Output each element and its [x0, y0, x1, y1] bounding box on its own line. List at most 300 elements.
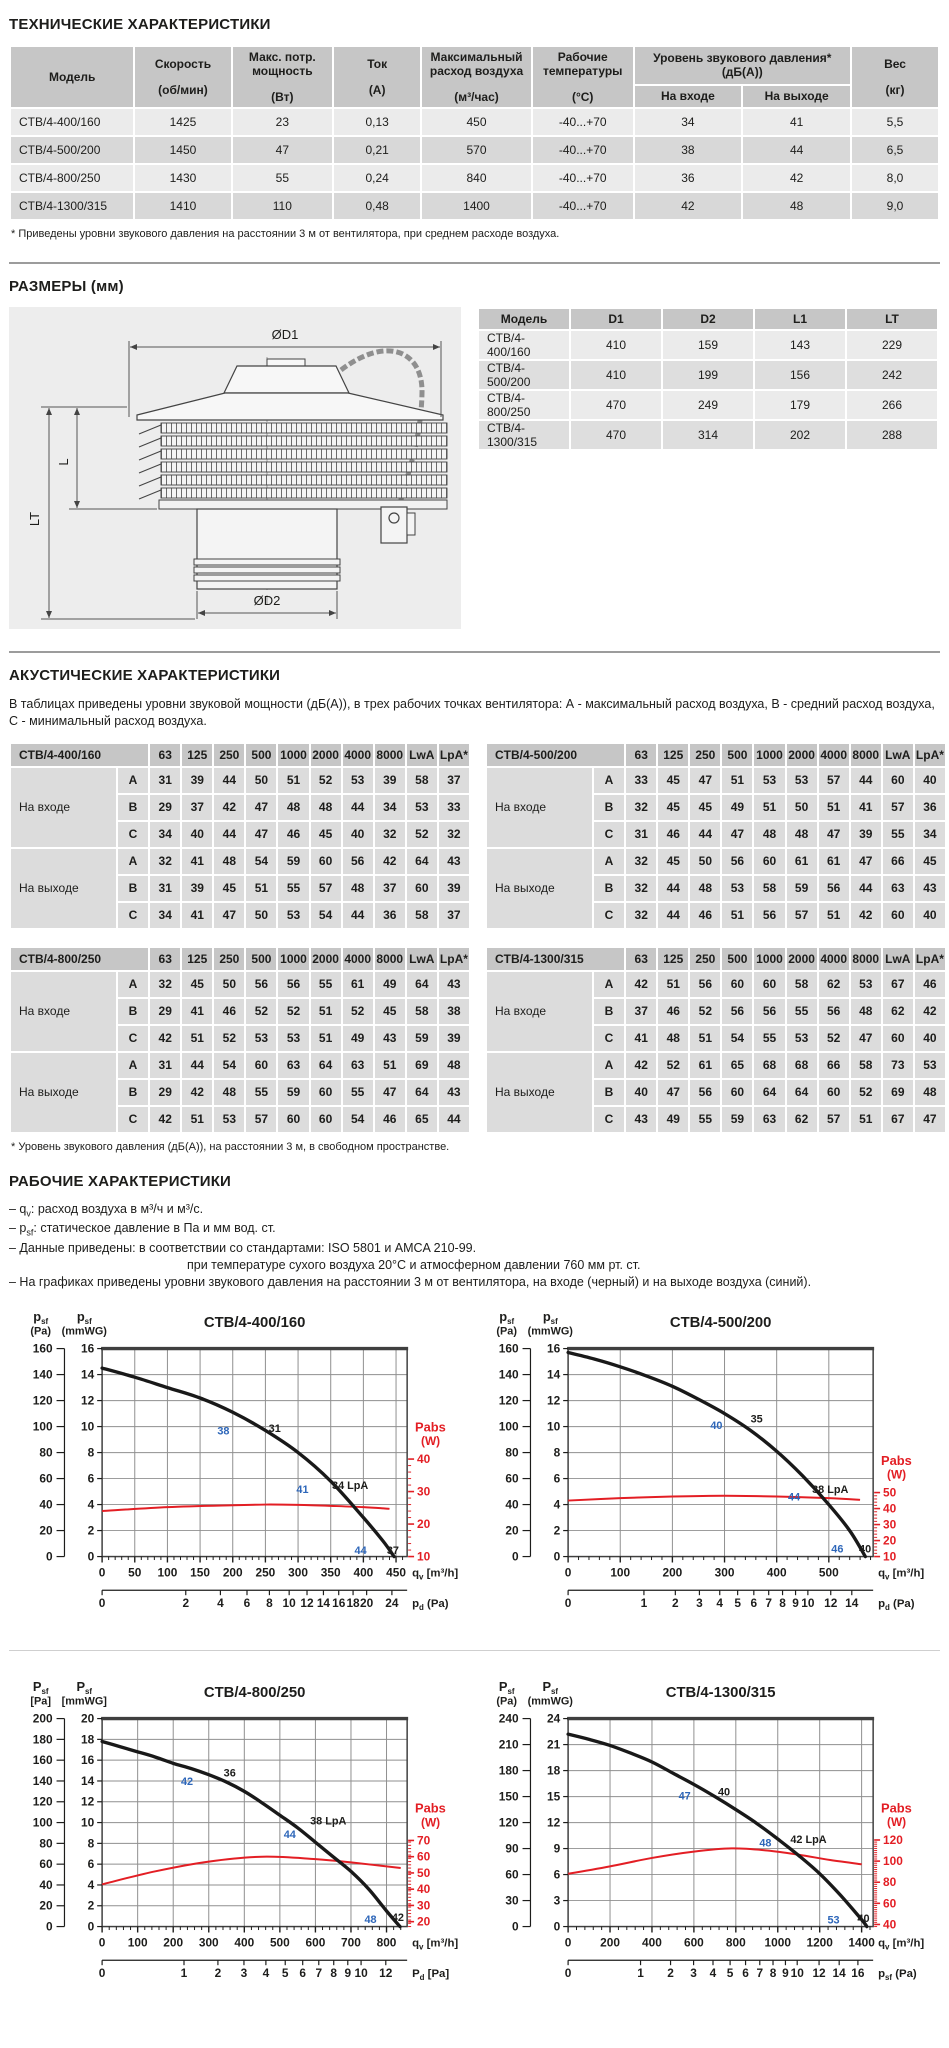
- acoustic-cell: 55: [246, 1080, 276, 1105]
- header-label: Модель: [48, 70, 96, 84]
- tech-cell: 41: [743, 109, 850, 135]
- annotation-46: 46: [830, 1543, 843, 1556]
- table-row: [11, 109, 938, 135]
- x2-tick-label: 20: [360, 1595, 374, 1610]
- point-cell: C: [594, 1107, 625, 1132]
- dimensions-row: [9, 307, 940, 629]
- mmwg-tick-label: 18: [546, 1763, 560, 1778]
- band-header: 250: [214, 744, 244, 766]
- band-header: 2000: [787, 744, 817, 766]
- annotation-42: 42: [181, 1775, 194, 1788]
- model-cell: CTB/4-500/200: [11, 137, 133, 163]
- acoustic-cell: 58: [787, 972, 817, 997]
- annotation-35: 35: [750, 1413, 763, 1426]
- x-axis-label: $q_v$ [m³/h]: [412, 1937, 459, 1951]
- x2-tick-label: 4: [217, 1595, 224, 1610]
- mmwg-tick-label: 6: [553, 1867, 560, 1882]
- dim-header: LT: [847, 309, 937, 329]
- acoustic-cell: 49: [658, 1107, 688, 1132]
- mmwg-axis-unit: [mmWG]: [61, 1695, 107, 1708]
- x-tick-label: 50: [128, 1565, 142, 1580]
- x2-tick-label: 5: [726, 1965, 733, 1980]
- tech-cell: 9,0: [852, 193, 938, 219]
- acoustic-cell: 44: [658, 876, 688, 901]
- acoustic-cell: 46: [214, 999, 244, 1024]
- pabs-tick-label: 120: [882, 1832, 903, 1847]
- acoustic-cell: 44: [214, 768, 244, 793]
- tech-cell: 8,0: [852, 165, 938, 191]
- x2-tick-label: 2: [182, 1595, 190, 1610]
- dim-cell: 288: [847, 421, 937, 449]
- acoustic-model-header: CTB/4-400/160: [11, 744, 148, 766]
- x2-axis-label: $p_d$ (Pa): [412, 1597, 449, 1612]
- annotation-48: 48: [758, 1837, 771, 1850]
- note-line: – $p_{sf}$: статическое давление в Па и мм вод. ст.: [9, 1221, 276, 1238]
- tech-cell: 1450: [135, 137, 230, 163]
- model-cell: CTB/4-1300/315: [479, 421, 569, 449]
- band-header: 250: [690, 744, 720, 766]
- x-tick-label: 100: [127, 1935, 148, 1950]
- acoustic-cell: 60: [278, 1107, 308, 1132]
- x2-tick-label: 12: [811, 1965, 826, 1980]
- acoustic-cell: 60: [722, 972, 752, 997]
- tech-cell: 450: [422, 109, 531, 135]
- acoustic-cell: 68: [754, 1053, 784, 1078]
- acoustic-cell: 56: [690, 1080, 720, 1105]
- acoustic-table-body: [11, 768, 469, 928]
- section-divider: [9, 262, 940, 264]
- tech-header-2: [233, 47, 333, 107]
- acoustic-cell: 39: [182, 768, 212, 793]
- acoustic-cell: 60: [722, 1080, 752, 1105]
- acoustic-cell: 41: [851, 795, 881, 820]
- header-label: Скорость: [154, 57, 212, 71]
- x2-tick-label: 1: [636, 1965, 644, 1980]
- acoustic-cell: 51: [246, 876, 276, 901]
- pabs-tick-label: 20: [882, 1533, 896, 1548]
- lt-label: LT: [27, 511, 42, 527]
- tech-cell: 1425: [135, 109, 230, 135]
- pa-tick-label: 80: [504, 1445, 519, 1460]
- x-tick-label: 800: [376, 1935, 397, 1950]
- pabs-axis-unit: (W): [421, 1815, 441, 1830]
- pa-tick-label: 200: [32, 1711, 53, 1726]
- louver-band: [161, 423, 447, 433]
- acoustic-cell: 53: [343, 768, 373, 793]
- acoustic-cell: 31: [150, 876, 180, 901]
- acoustic-cell: 48: [851, 999, 881, 1024]
- acoustic-cell: 62: [819, 972, 849, 997]
- acoustic-cell: 40: [182, 822, 212, 847]
- acoustic-cell: 34: [150, 822, 180, 847]
- mmwg-tick-label: 16: [546, 1341, 560, 1356]
- acoustic-cell: 44: [214, 822, 244, 847]
- x-tick-label: 100: [157, 1565, 178, 1580]
- x2-tick-label: 18: [346, 1595, 360, 1610]
- x-tick-label: 200: [163, 1935, 184, 1950]
- acoustic-cell: 60: [311, 849, 341, 874]
- band-header: 8000: [375, 744, 405, 766]
- tech-header-4: [422, 47, 531, 107]
- acoustic-cell: 53: [246, 1026, 276, 1051]
- table-row: [479, 331, 937, 359]
- tech-cell: 6,5: [852, 137, 938, 163]
- acoustic-cell: 53: [787, 768, 817, 793]
- model-cell: CTB/4-400/160: [11, 109, 133, 135]
- acoustic-cell: 32: [626, 795, 656, 820]
- x2-tick-label: 16: [332, 1595, 346, 1610]
- acoustic-cell: 48: [439, 1053, 469, 1078]
- pa-axis-unit: [Pa]: [30, 1695, 51, 1708]
- tech-header-weight: [852, 47, 938, 107]
- acoustic-cell: 50: [214, 972, 244, 997]
- acoustic-cell: 60: [407, 876, 437, 901]
- acoustic-cell: 46: [915, 972, 945, 997]
- x2-tick-label: 5: [733, 1595, 741, 1610]
- pa-tick-label: 0: [45, 1919, 53, 1934]
- x2-tick-label: 10: [790, 1965, 804, 1980]
- tech-cell: -40...+70: [533, 109, 633, 135]
- acoustic-cell: 60: [883, 768, 913, 793]
- acoustic-cell: 53: [754, 768, 784, 793]
- acoustic-cell: 41: [626, 1026, 656, 1051]
- acoustic-cell: 63: [883, 876, 913, 901]
- acoustic-cell: 56: [343, 849, 373, 874]
- louver-slat-edge: [139, 425, 161, 434]
- mmwg-tick-label: 12: [546, 1393, 560, 1408]
- x-tick-label: 700: [341, 1935, 361, 1950]
- pa-tick-label: 0: [45, 1549, 53, 1564]
- box-bracket: [407, 513, 415, 535]
- acoustic-table: [9, 742, 471, 930]
- acoustic-cell: 51: [754, 795, 784, 820]
- acoustic-table-head: [11, 744, 469, 766]
- acoustic-cell: 46: [690, 903, 720, 928]
- acoustics-section-title: АКУСТИЧЕСКИЕ ХАРАКТЕРИСТИКИ: [9, 667, 281, 684]
- band-header: LpA*: [915, 948, 945, 970]
- table-row: [11, 1053, 469, 1078]
- x-tick-label: 400: [766, 1565, 787, 1580]
- point-cell: C: [118, 822, 149, 847]
- acoustic-cell: 42: [626, 972, 656, 997]
- acoustic-cell: 34: [375, 795, 405, 820]
- acoustic-cell: 29: [150, 999, 180, 1024]
- acoustic-cell: 61: [787, 849, 817, 874]
- pa-axis-unit: (Pa): [495, 1695, 517, 1708]
- acoustic-cell: 56: [722, 999, 752, 1024]
- annotation-40: 40: [717, 1785, 730, 1798]
- acoustic-cell: 47: [214, 903, 244, 928]
- point-cell: C: [118, 903, 149, 928]
- x2-axis-label: $P_d$ [Pa]: [412, 1967, 450, 1982]
- chart-svg-CTB/4-500/200: [475, 1305, 941, 1624]
- note-line: – Данные приведены: в соответствии со стандартами: ISO 5801 и AMCA 210-99.: [9, 1240, 477, 1255]
- x2-tick-label: 3: [240, 1965, 248, 1980]
- mmwg-axis-title: $p_{sf}$: [76, 1308, 92, 1326]
- pabs-tick-label: 40: [882, 1917, 896, 1932]
- acoustic-cell: 51: [182, 1026, 212, 1051]
- row-group-label: На входе: [487, 972, 592, 1051]
- acoustic-cell: 55: [278, 876, 308, 901]
- header-unit: (А): [368, 83, 386, 97]
- mmwg-tick-label: 9: [553, 1841, 560, 1856]
- acoustic-cell: 52: [658, 1053, 688, 1078]
- pabs-tick-label: 50: [417, 1865, 431, 1880]
- annotation-31: 31: [268, 1422, 281, 1435]
- acoustic-cell: 31: [150, 768, 180, 793]
- mmwg-tick-label: 10: [80, 1419, 95, 1434]
- table-row: [11, 165, 938, 191]
- dim-cell: 410: [571, 331, 661, 359]
- pressure-curve: [568, 1352, 865, 1556]
- x2-tick-label: 14: [316, 1595, 331, 1610]
- x2-tick-label: 6: [741, 1965, 749, 1980]
- tech-cell: 110: [233, 193, 333, 219]
- band-header: 125: [658, 744, 688, 766]
- acoustic-cell: 40: [343, 822, 373, 847]
- x-tick-label: 200: [222, 1565, 243, 1580]
- pa-tick-label: 150: [498, 1789, 519, 1804]
- acoustic-cell: 69: [407, 1053, 437, 1078]
- point-cell: A: [594, 972, 625, 997]
- acoustic-cell: 53: [278, 903, 308, 928]
- dim-cell: 143: [755, 331, 845, 359]
- header-label: Уровень звукового давления*: [653, 51, 832, 66]
- header-unit: (Вт): [271, 90, 294, 104]
- louver-slat-edge: [139, 477, 161, 486]
- x-tick-label: 350: [320, 1565, 341, 1580]
- acoustic-table-head: [11, 948, 469, 970]
- dim-cell: 179: [755, 391, 845, 419]
- acoustic-cell: 67: [883, 972, 913, 997]
- acoustic-cell: 40: [915, 1026, 945, 1051]
- acoustic-cell: 56: [754, 903, 784, 928]
- acoustic-model-header: CTB/4-1300/315: [487, 948, 624, 970]
- pabs-tick-label: 50: [882, 1485, 896, 1500]
- table-row: [11, 972, 469, 997]
- band-header: 2000: [787, 948, 817, 970]
- point-cell: A: [118, 768, 149, 793]
- acoustic-cell: 48: [214, 849, 244, 874]
- mmwg-axis-unit: (mmWG): [61, 1325, 107, 1338]
- acoustic-cell: 52: [690, 999, 720, 1024]
- x2-tick-label: 14: [844, 1595, 858, 1610]
- pa-axis-title: $P_{sf}$: [32, 1678, 49, 1696]
- pa-tick-label: 120: [32, 1794, 53, 1809]
- header-label: Макс. потр. мощность: [248, 50, 316, 78]
- mmwg-tick-label: 10: [80, 1815, 95, 1830]
- acoustic-table-body: [11, 972, 469, 1132]
- pabs-tick-label: 70: [417, 1833, 431, 1848]
- row-group-label: На входе: [487, 768, 592, 847]
- acoustic-cell: 42: [150, 1107, 180, 1132]
- x-tick-label: 0: [564, 1565, 571, 1580]
- band-header: 1000: [754, 744, 784, 766]
- pa-tick-label: 120: [32, 1393, 53, 1408]
- acoustic-cell: 51: [722, 903, 752, 928]
- pa-tick-label: 210: [498, 1737, 519, 1752]
- acoustic-cell: 47: [690, 768, 720, 793]
- tech-cell: 1410: [135, 193, 230, 219]
- acoustic-cell: 39: [851, 822, 881, 847]
- acoustic-cell: 53: [214, 1107, 244, 1132]
- acoustic-cell: 47: [819, 822, 849, 847]
- acoustic-cell: 56: [690, 972, 720, 997]
- acoustic-cell: 48: [915, 1080, 945, 1105]
- acoustic-model-header: CTB/4-500/200: [487, 744, 624, 766]
- acoustic-cell: 60: [754, 972, 784, 997]
- acoustic-cell: 40: [626, 1080, 656, 1105]
- acoustic-cell: 44: [439, 1107, 469, 1132]
- mmwg-tick-label: 12: [546, 1815, 560, 1830]
- acoustic-cell: 47: [246, 822, 276, 847]
- acoustic-cell: 39: [182, 876, 212, 901]
- acoustic-cell: 48: [787, 822, 817, 847]
- acoustic-cell: 53: [915, 1053, 945, 1078]
- acoustic-cell: 53: [722, 876, 752, 901]
- tech-section-title: ТЕХНИЧЕСКИЕ ХАРАКТЕРИСТИКИ: [9, 16, 271, 33]
- annotation-42: 42: [391, 1911, 404, 1924]
- mmwg-tick-label: 8: [87, 1835, 95, 1850]
- pa-tick-label: 90: [504, 1841, 519, 1856]
- acoustic-cell: 37: [375, 876, 405, 901]
- dimensions-table: [477, 307, 939, 451]
- band-header: 500: [246, 744, 276, 766]
- acoustic-cell: 46: [658, 999, 688, 1024]
- tech-cell: 5,5: [852, 109, 938, 135]
- acoustic-cell: 37: [439, 768, 469, 793]
- acoustic-cell: 53: [278, 1026, 308, 1051]
- mmwg-tick-label: 2: [87, 1523, 95, 1538]
- acoustic-cell: 59: [407, 1026, 437, 1051]
- louver-slat-edge: [139, 490, 161, 499]
- band-header: LwA: [407, 744, 437, 766]
- acoustic-cell: 51: [658, 972, 688, 997]
- acoustic-cell: 48: [690, 876, 720, 901]
- dim-cell: 229: [847, 331, 937, 359]
- x-tick-label: 1200: [805, 1935, 833, 1950]
- louver-band: [161, 449, 447, 459]
- duct-rib: [194, 575, 340, 581]
- acoustic-cell: 43: [375, 1026, 405, 1051]
- annotation-38-LpA: 38 LpA: [310, 1815, 347, 1828]
- pa-tick-label: 20: [39, 1523, 53, 1538]
- acoustic-cell: 57: [311, 876, 341, 901]
- mmwg-tick-label: 4: [87, 1497, 95, 1512]
- x2-tick-label: 9: [781, 1965, 789, 1980]
- tech-cell: 1400: [422, 193, 531, 219]
- x2-tick-label: 1: [640, 1595, 647, 1610]
- x-tick-label: 600: [305, 1935, 326, 1950]
- acoustic-cell: 47: [246, 795, 276, 820]
- acoustics-footnote: * Уровень звукового давления (дБ(А)), на расстоянии 3 м, в свободном пространстве.: [11, 1140, 450, 1153]
- header-label: Ток: [367, 57, 388, 71]
- x-tick-label: 200: [599, 1935, 620, 1950]
- tech-header-3: [334, 47, 420, 107]
- x2-tick-label: 0: [564, 1965, 571, 1980]
- chart-svg-CTB/4-800/250: [9, 1675, 475, 1994]
- x2-tick-label: 6: [243, 1595, 251, 1610]
- acoustic-cell: 31: [150, 1053, 180, 1078]
- chart-title: CTB/4-1300/315: [665, 1684, 776, 1701]
- tech-cell: 1430: [135, 165, 230, 191]
- dim-cell: 202: [755, 421, 845, 449]
- performance-chart-CTB/4-1300/315: [475, 1650, 941, 1994]
- acoustic-cell: 39: [439, 876, 469, 901]
- acoustic-cell: 55: [343, 1080, 373, 1105]
- x2-tick-label: 4: [262, 1965, 270, 1980]
- x-tick-label: 200: [661, 1565, 682, 1580]
- mmwg-axis-unit: (mmWG): [527, 1695, 573, 1708]
- pa-tick-label: 140: [498, 1367, 519, 1382]
- pabs-tick-label: 10: [882, 1549, 896, 1564]
- tech-table: [9, 45, 940, 221]
- acoustic-cell: 51: [851, 1107, 881, 1132]
- acoustic-cell: 64: [311, 1053, 341, 1078]
- acoustic-cell: 54: [722, 1026, 752, 1051]
- point-cell: B: [118, 876, 149, 901]
- pa-tick-label: 180: [32, 1731, 53, 1746]
- x2-tick-label: 10: [354, 1965, 368, 1980]
- acoustic-cell: 44: [343, 903, 373, 928]
- annotation-44: 44: [283, 1828, 296, 1841]
- mmwg-axis-unit: (mmWG): [527, 1325, 573, 1338]
- pa-tick-label: 100: [498, 1419, 519, 1434]
- annotation-44: 44: [787, 1491, 800, 1504]
- mmwg-axis-title: $P_{sf}$: [76, 1678, 93, 1696]
- x-tick-label: 450: [386, 1565, 406, 1580]
- tech-cell: 42: [743, 165, 850, 191]
- acoustic-cell: 32: [150, 849, 180, 874]
- tech-cell: 44: [743, 137, 850, 163]
- pabs-tick-label: 30: [882, 1517, 896, 1532]
- pabs-tick-label: 30: [417, 1898, 431, 1913]
- acoustic-cell: 59: [278, 849, 308, 874]
- acoustic-cell: 51: [722, 768, 752, 793]
- tech-cell: 840: [422, 165, 531, 191]
- acoustic-cell: 65: [722, 1053, 752, 1078]
- acoustic-cell: 32: [626, 903, 656, 928]
- acoustic-cell: 47: [658, 1080, 688, 1105]
- x2-tick-label: 4: [715, 1595, 723, 1610]
- acoustic-cell: 45: [214, 876, 244, 901]
- point-cell: B: [594, 1080, 625, 1105]
- band-header: 63: [150, 744, 180, 766]
- dimensions-table-head: [479, 309, 937, 329]
- x2-tick-label: 16: [850, 1965, 865, 1980]
- acoustic-cell: 43: [439, 1080, 469, 1105]
- x-tick-label: 0: [98, 1565, 106, 1580]
- power-curve: [102, 1856, 401, 1884]
- mmwg-tick-label: 12: [80, 1393, 95, 1408]
- x2-tick-label: 2: [214, 1965, 222, 1980]
- model-cell: CTB/4-1300/315: [11, 193, 133, 219]
- mmwg-tick-label: 14: [546, 1367, 560, 1382]
- point-cell: C: [594, 903, 625, 928]
- band-header: LpA*: [439, 744, 469, 766]
- acoustic-cell: 60: [754, 849, 784, 874]
- acoustic-cell: 52: [819, 1026, 849, 1051]
- header-label: Вес: [884, 57, 906, 71]
- acoustic-cell: 41: [182, 999, 212, 1024]
- point-cell: B: [118, 1080, 149, 1105]
- d1-label: ØD1: [271, 327, 299, 342]
- header-unit: (м³/час): [454, 90, 499, 104]
- tech-header-5: [533, 47, 633, 107]
- acoustic-cell: 64: [754, 1080, 784, 1105]
- x2-axis-label: $p_{sf}$ (Pa): [877, 1967, 917, 1982]
- band-header: 125: [182, 744, 212, 766]
